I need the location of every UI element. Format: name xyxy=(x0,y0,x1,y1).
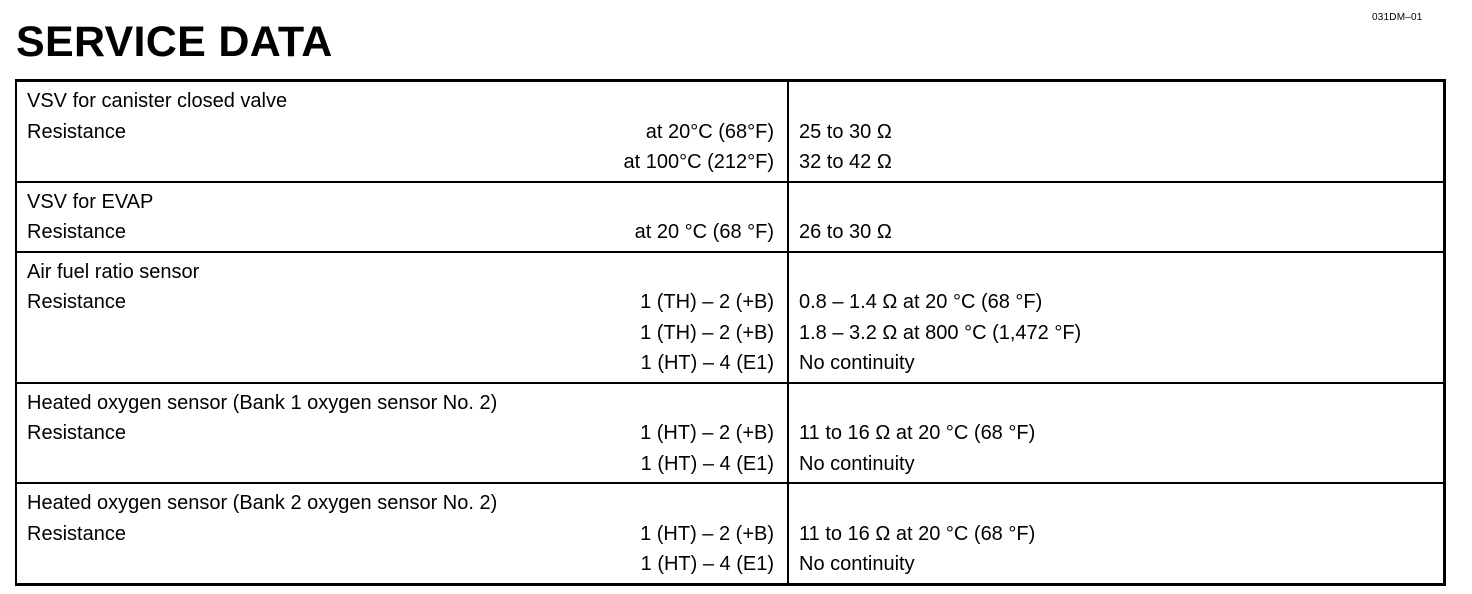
value-line xyxy=(789,418,1443,449)
spec-label: Resistance xyxy=(27,120,126,143)
component-name: Heated oxygen sensor (Bank 1 oxygen sensor No. 2) xyxy=(27,391,498,414)
section-value-cell xyxy=(788,252,1445,383)
component-name: Heated oxygen sensor (Bank 2 oxygen sensor No. 2) xyxy=(27,492,498,514)
value-line xyxy=(789,217,1443,248)
section-value-cell xyxy=(788,81,1445,182)
spec-line xyxy=(17,519,787,550)
component-line xyxy=(17,257,787,288)
component-name: Air fuel ratio sensor xyxy=(27,260,200,283)
component-line xyxy=(17,388,787,419)
value-line xyxy=(789,348,1443,379)
spec-condition: 1 (TH) – 2 (+B) xyxy=(640,321,774,344)
spec-condition: 1 (HT) – 2 (+B) xyxy=(640,422,774,444)
spec-line xyxy=(17,318,787,349)
section-spec-cell xyxy=(16,383,788,484)
blank-line xyxy=(789,257,1443,288)
blank-line xyxy=(789,388,1443,419)
spec-value: No continuity xyxy=(799,553,915,575)
value-line xyxy=(789,519,1443,550)
spec-label: Resistance xyxy=(27,221,126,243)
spec-value: 32 to 42 Ω xyxy=(799,151,892,173)
component-line xyxy=(17,488,787,519)
spec-label: Resistance xyxy=(27,522,126,545)
spec-line xyxy=(17,117,787,148)
page-title: SERVICE DATA xyxy=(16,18,333,66)
component-line xyxy=(17,187,787,218)
table-section xyxy=(16,252,1445,383)
spec-line xyxy=(17,348,787,379)
spec-condition: at 20°C (68°F) xyxy=(645,120,774,143)
value-line xyxy=(789,318,1443,349)
value-line xyxy=(789,549,1443,580)
blank-line xyxy=(789,488,1443,519)
spec-value: 1.8 – 3.2 Ω at 800 °C (1,472 °F) xyxy=(799,321,1082,344)
spec-line xyxy=(17,418,787,449)
spec-condition: 1 (TH) – 2 (+B) xyxy=(640,291,774,313)
spec-condition: 1 (HT) – 4 (E1) xyxy=(640,352,774,374)
table-section xyxy=(16,81,1445,182)
section-spec-cell xyxy=(16,81,788,182)
component-name: VSV for canister closed valve xyxy=(27,90,288,112)
spec-line xyxy=(17,217,787,248)
component-line xyxy=(17,86,787,117)
spec-condition: at 20 °C (68 °F) xyxy=(634,221,774,243)
service-data-table xyxy=(15,79,1446,586)
spec-value: 11 to 16 Ω at 20 °C (68 °F) xyxy=(799,422,1036,444)
value-line xyxy=(789,449,1443,480)
section-spec-cell xyxy=(16,182,788,252)
value-line xyxy=(789,147,1443,178)
spec-condition: 1 (HT) – 4 (E1) xyxy=(640,452,774,475)
spec-value: 25 to 30 Ω xyxy=(799,120,892,143)
value-line xyxy=(789,117,1443,148)
table-section xyxy=(16,182,1445,252)
value-line xyxy=(789,287,1443,318)
table-section xyxy=(16,383,1445,484)
section-value-cell xyxy=(788,483,1445,584)
section-spec-cell xyxy=(16,252,788,383)
spec-value: No continuity xyxy=(799,452,915,475)
blank-line xyxy=(789,86,1443,117)
table-section xyxy=(16,483,1445,584)
section-value-cell xyxy=(788,182,1445,252)
spec-value: 0.8 – 1.4 Ω at 20 °C (68 °F) xyxy=(799,291,1043,313)
spec-value: No continuity xyxy=(799,352,915,374)
spec-value: 11 to 16 Ω at 20 °C (68 °F) xyxy=(799,522,1036,545)
blank-line xyxy=(789,187,1443,218)
spec-condition: 1 (HT) – 2 (+B) xyxy=(640,522,774,545)
spec-condition: 1 (HT) – 4 (E1) xyxy=(640,553,774,575)
spec-label: Resistance xyxy=(27,291,126,313)
component-name: VSV for EVAP xyxy=(27,190,154,213)
document-code: 031DM–01 xyxy=(1372,12,1423,23)
spec-value: 26 to 30 Ω xyxy=(799,221,892,243)
section-spec-cell xyxy=(16,483,788,584)
spec-label: Resistance xyxy=(27,422,126,444)
spec-line xyxy=(17,287,787,318)
spec-line xyxy=(17,147,787,178)
spec-line xyxy=(17,549,787,580)
spec-condition: at 100°C (212°F) xyxy=(623,151,774,173)
spec-line xyxy=(17,449,787,480)
section-value-cell xyxy=(788,383,1445,484)
